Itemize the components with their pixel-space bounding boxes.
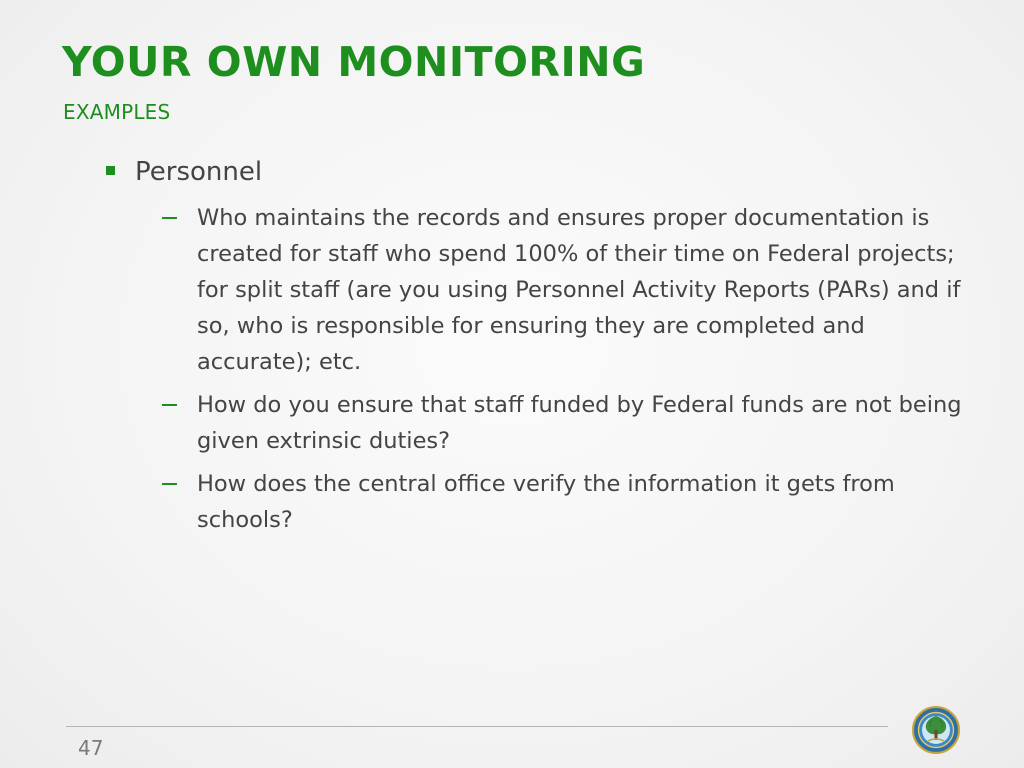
dash-bullet-icon bbox=[162, 217, 177, 219]
slide-title: YOUR OWN MONITORING bbox=[62, 38, 646, 86]
sub-bullet-list bbox=[162, 200, 972, 545]
sub-bullet-text: How does the central office verify the information it gets from schools? bbox=[197, 471, 895, 533]
department-seal-icon bbox=[912, 706, 960, 754]
bullet-personnel bbox=[106, 156, 262, 188]
slide-subtitle: EXAMPLES bbox=[63, 100, 171, 124]
sub-bullet-item bbox=[162, 466, 972, 538]
bullet-label: Personnel bbox=[135, 157, 263, 187]
square-bullet-icon bbox=[106, 166, 115, 175]
sub-bullet-item bbox=[162, 200, 972, 380]
sub-bullet-text: Who maintains the records and ensures proper documentation is created for staff who spend 100% of their time on Federal projects; for split staff (are you using Personnel Activity Reports (PARs) and if so, who is responsible for ensuring they are completed and accurate); etc. bbox=[197, 205, 961, 375]
dash-bullet-icon bbox=[162, 404, 177, 406]
footer-divider bbox=[66, 726, 888, 727]
dash-bullet-icon bbox=[162, 483, 177, 485]
sub-bullet-item bbox=[162, 387, 972, 459]
page-number: 47 bbox=[78, 736, 104, 760]
sub-bullet-text: How do you ensure that staff funded by Federal funds are not being given extrinsic duties? bbox=[197, 392, 962, 454]
